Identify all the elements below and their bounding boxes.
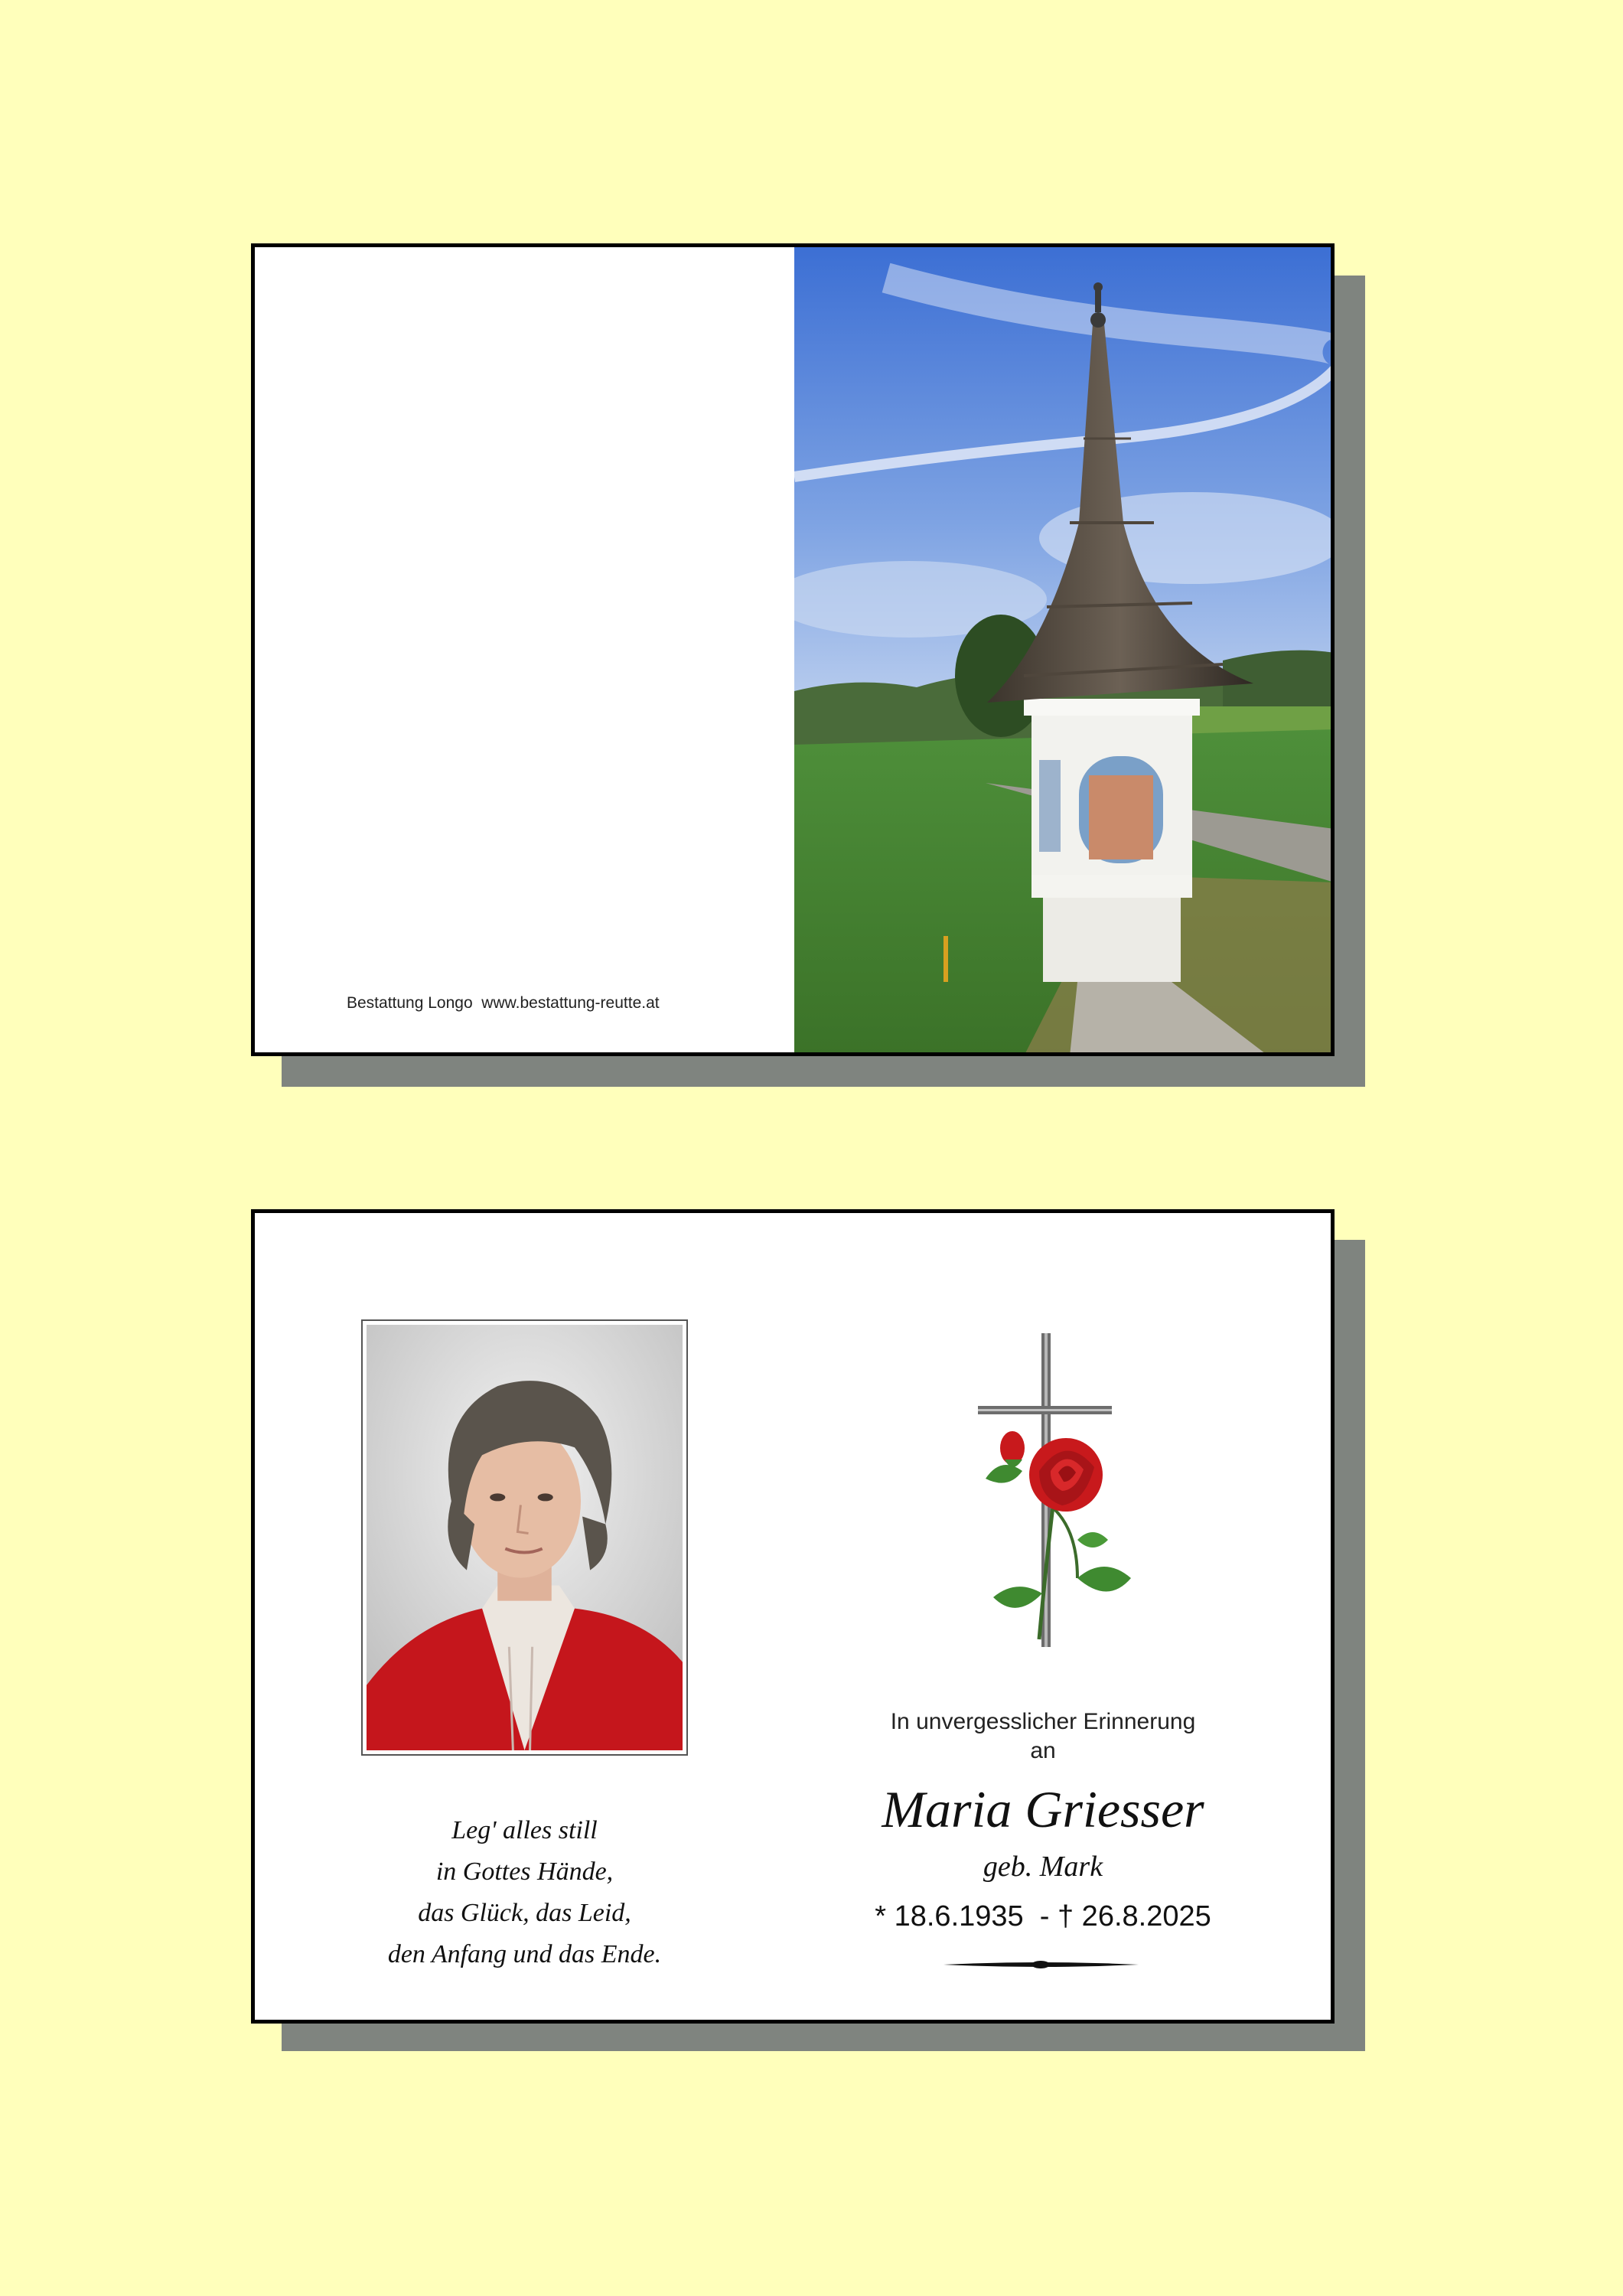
card-back-panel [255, 247, 794, 1052]
memory-line: In unvergesslicher Erinnerung [890, 1709, 1196, 1734]
funeral-home-credit: Bestattung Longo www.bestattung-reutte.at [347, 994, 660, 1012]
memory-line-an: an [1030, 1738, 1056, 1763]
deceased-name: Maria Griesser [882, 1780, 1204, 1838]
card-inner-page [251, 1209, 1335, 2024]
verse-line: das Glück, das Leid, [418, 1899, 631, 1927]
maiden-name: geb. Mark [983, 1851, 1103, 1883]
portrait-frame [361, 1319, 688, 1756]
cross-with-rose-icon [963, 1333, 1135, 1655]
divider-ornament-icon [943, 1957, 1139, 1972]
portrait-photo [367, 1325, 683, 1750]
card-outer-page [251, 243, 1335, 1056]
life-dates: * 18.6.1935 - † 26.8.2025 [875, 1900, 1211, 1932]
wayside-shrine-photo [794, 247, 1335, 1056]
verse-line: den Anfang und das Ende. [387, 1940, 662, 1968]
verse-line: Leg' alles still [451, 1816, 598, 1844]
verse-line: in Gottes Hände, [435, 1857, 614, 1886]
verse [331, 1810, 718, 1975]
